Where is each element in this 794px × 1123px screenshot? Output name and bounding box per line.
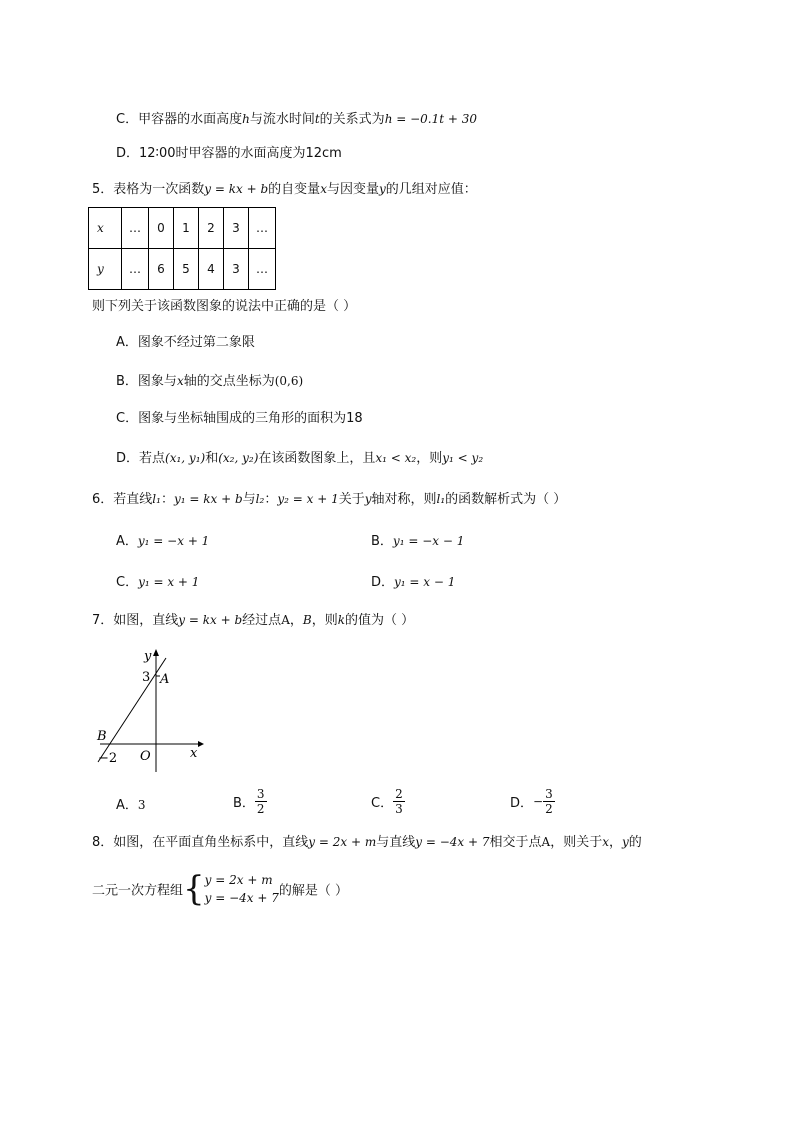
equation-system: y = 2x + m y = −4x + 7 (204, 873, 279, 905)
table-row-y: y … 6 5 4 3 … (89, 249, 276, 290)
q6-option-b: B．y₁ = −x − 1 (371, 534, 465, 549)
q5-option-c: C．图象与坐标轴围成的三角形的面积为18 (116, 411, 363, 426)
x-axis-arrow (198, 741, 204, 747)
label-b: B (97, 729, 107, 744)
q6-stem: 6．若直线l₁：y₁ = kx + b与l₂：y₂ = x + 1关于y轴对称，则l₁的函数解析式为（ ） (92, 492, 567, 507)
q6-option-a: A．y₁ = −x + 1 (116, 534, 210, 549)
label-neg2: −2 (98, 751, 118, 766)
label-a: A (160, 672, 170, 687)
y-axis-arrow (153, 649, 159, 656)
q7-option-c: C． $\frac{2}{3}$ (371, 787, 403, 816)
q4-option-d: D．12∶00时甲容器的水面高度为12cm (116, 146, 342, 161)
label-y: y (144, 649, 152, 664)
q8-stem-line1: 8．如图，在平面直角坐标系中，直线y = 2x + m与直线y = −4x + 7相交于点A，则关于x，y的 (92, 835, 642, 850)
table-row-x: x … 0 1 2 3 … (89, 208, 276, 249)
q7-option-d: D．− $\frac{3}{2}$ (510, 787, 553, 816)
value-table (88, 207, 276, 290)
q7-option-b: B． $\frac{3}{2}$ (233, 787, 265, 816)
q5-option-a: A．图象不经过第二象限 (116, 335, 255, 350)
q6-option-d: D．y₁ = x − 1 (371, 575, 456, 590)
q7-stem: 7．如图，直线y = kx + b经过点A，B，则k的值为（ ） (92, 613, 415, 628)
fraction: $\frac{3}{2}$ (545, 787, 553, 816)
q5-option-b: B．图象与x轴的交点坐标为(0,6) (116, 374, 304, 389)
q6-option-c: C．y₁ = x + 1 (116, 575, 200, 590)
q5-stem: 5．表格为一次函数y = kx + b的自变量x与因变量y的几组对应值： (92, 182, 477, 197)
q5-after-table: 则下列关于该函数图象的说法中正确的是（ ） (92, 299, 357, 314)
fraction: $\frac{3}{2}$ (256, 787, 265, 816)
label-3: 3 (142, 670, 151, 685)
label-origin: O (140, 749, 151, 764)
q8-stem-line2: 二元一次方程组{ y = 2x + m y = −4x + 7 的解是（ ） (92, 869, 349, 909)
label-x: x (190, 746, 198, 761)
q5-option-d: D．若点(x₁, y₁)和(x₂, y₂)在该函数图象上，且x₁ < x₂，则y₁ < y₂ (116, 451, 484, 466)
q4-option-c: C．甲容器的水面高度h与流水时间t的关系式为h = −0.1t + 30 (116, 112, 478, 127)
fraction: $\frac{2}{3}$ (395, 787, 403, 816)
q7-figure (90, 644, 210, 776)
q7-option-a: A．3 (116, 798, 146, 813)
brace-icon: { (183, 869, 205, 909)
